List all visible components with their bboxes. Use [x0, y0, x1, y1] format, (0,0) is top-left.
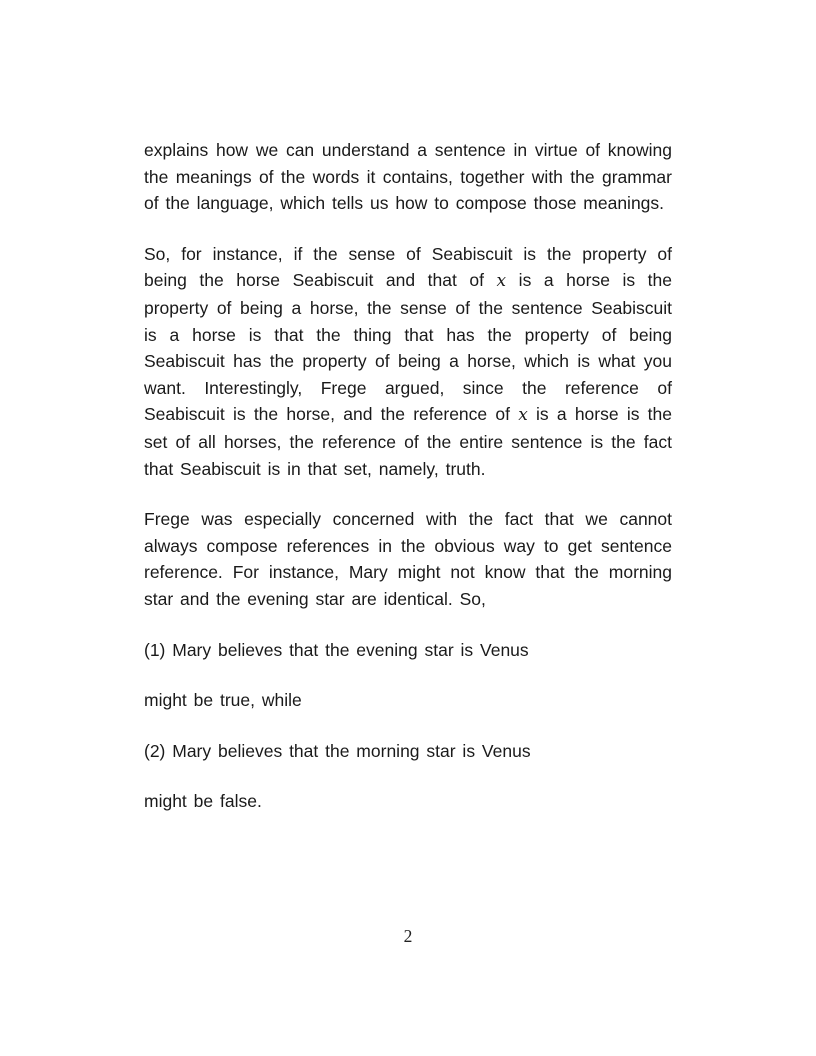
connective-text-1: might be true, while — [144, 690, 302, 711]
text-block — [144, 137, 672, 839]
paragraph-sense-composition: explains how we can understand a sentence in virtue of knowing the meanings of the words it contains, together with the grammar of the language, which tells us how to compose those meanings. — [144, 140, 672, 214]
paragraph-text-segment: is a horse is the set of all horses, the reference of the entire sentence is the fact that Seabiscuit is in that set, namely, truth. — [144, 404, 673, 479]
paragraph-frege-concern: Frege was especially concerned with the fact that we cannot always compose references in the obvious way to get sentence reference. For instance, Mary might not know that the morning star and the evening star are identical. So, — [144, 509, 672, 609]
math-variable-x: x — [496, 271, 507, 292]
math-variable-x: x — [518, 405, 528, 426]
paragraph-seabiscuit-example — [144, 241, 672, 482]
numbered-statement-2: (2) Mary believes that the morning star is Venus — [144, 740, 531, 761]
page-number: 2 — [403, 926, 413, 946]
paragraph-text-segment: is a horse is the property of being a horse, the sense of the sentence Seabiscuit is a horse is that the thing that has the property of being Seabiscuit has the property of being a horse, which is what you want. Interestingly, Frege argued, since the reference of Seabiscuit is the horse, and the reference of — [144, 270, 673, 425]
numbered-statement-1: (1) Mary believes that the evening star is Venus — [144, 639, 529, 660]
paragraph-text-segment: So, for instance, if the sense of Seabiscuit is the property of being the horse Seabiscuit and that of — [144, 243, 672, 291]
connective-text-2: might be false. — [144, 791, 262, 812]
